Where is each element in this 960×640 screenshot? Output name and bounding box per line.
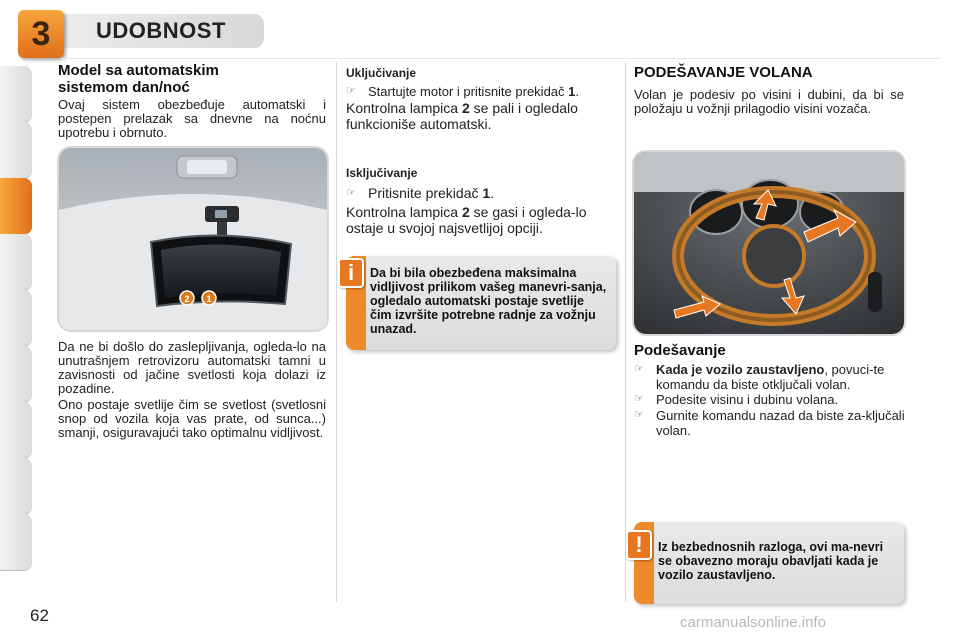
chapter-tab-8[interactable] (0, 458, 32, 515)
switch-on-lamp-text: Kontrolna lampica 2 se pali i ogledalo funkcioniše automatski. (346, 100, 578, 132)
watermark: carmanualsonline.info (680, 614, 826, 631)
chapter-tab-1[interactable] (0, 66, 32, 123)
chapter-tab-6[interactable] (0, 346, 32, 403)
mirror-label-1: 1 (206, 294, 212, 304)
chapter-tab-3-active[interactable] (0, 178, 32, 235)
steering-wheel-photo (632, 150, 906, 336)
warning-icon: ! (626, 530, 652, 560)
switch-off-lamp-text: Kontrolna lampica 2 se gasi i ogleda-lo ostaje u svojoj najsvetlijoj opciji. (346, 204, 587, 236)
switch-on-step (346, 84, 616, 99)
switch-off-step-text: Pritisnite prekidač 1. (368, 185, 495, 201)
adjust-step-2-text: Podesite visinu i dubinu volana. (656, 392, 839, 407)
chapter-tab-4[interactable] (0, 234, 32, 291)
adjustment-subheading: Podešavanje (634, 342, 726, 359)
pointer-icon: ☞ (346, 187, 356, 199)
pointer-icon: ☞ (634, 409, 644, 421)
adjust-step-2 (634, 392, 906, 407)
warning-callout-text: Iz bezbednosnih razloga, ovi ma-nevri se obavezno moraju obavljati kada je vozilo zaustavljeno. (658, 540, 884, 582)
intro-text-auto-mirror: Ovaj sistem obezbeđuje automatski i postepen prelazak sa dnevne na noćnu upotrebu i obrnuto. (58, 97, 326, 140)
header-divider (60, 58, 940, 59)
section-heading-auto-mirror: Model sa automatskim sistemom dan/noć (58, 62, 219, 96)
chapter-tab-5[interactable] (0, 290, 32, 347)
switch-off-heading: Isključivanje (346, 166, 418, 180)
pointer-icon: ☞ (346, 85, 356, 97)
pointer-icon: ☞ (634, 363, 644, 375)
column-divider-1 (336, 62, 337, 602)
column-divider-2 (625, 62, 626, 602)
adjust-step-3-text: Gurnite komandu nazad da biste za-ključali volan. (656, 408, 905, 438)
steering-intro-text: Volan je podesiv po visini i dubini, da bi se položaju u vožnji prilagodio visini vozača. (634, 87, 904, 116)
switch-on-step-text: Startujte motor i pritisnite prekidač 1. (368, 84, 580, 99)
rearview-mirror-photo (57, 146, 329, 332)
mirror-description-para-1: Da ne bi došlo do zaslepljivanja, ogleda-lo na unutrašnjem retrovizoru automatski tamni u zavisnosti od jačine svetlosti koja dolazi iz pozadine. (58, 339, 326, 396)
info-icon: i (338, 258, 364, 288)
warning-callout (634, 522, 904, 604)
switch-off-step (346, 186, 616, 201)
chapter-tab-7[interactable] (0, 402, 32, 459)
mirror-label-2: 2 (184, 294, 190, 304)
pointer-icon: ☞ (634, 393, 644, 405)
info-callout-text: Da bi bila obezbeđena maksimalna vidljivost prilikom vašeg manevri-sanja, ogledalo automatski postaje svetlije čim izvršite potrebne radnje za vožnju unazad. (370, 266, 607, 336)
mirror-description-para-2: Ono postaje svetlije čim se svetlost (svetlosni snop od vozila koja vas prate, od sunca...) smanji, osiguravajući tako optimalnu vidljivost. (58, 397, 326, 440)
page-header (0, 0, 960, 62)
adjust-step-3 (634, 408, 906, 438)
steering-wheel-illustration (634, 152, 904, 334)
chapter-number-badge: 3 (18, 10, 64, 58)
info-callout (346, 256, 616, 350)
adjust-step-1-text: Kada je vozilo zaustavljeno, povuci-te komandu da biste otključali volan. (656, 362, 885, 392)
adjust-step-1 (634, 362, 906, 392)
chapter-tab-9[interactable] (0, 514, 32, 571)
page-number: 62 (30, 606, 49, 625)
steering-section-heading: PODEŠAVANJE VOLANA (634, 64, 813, 81)
rearview-mirror-illustration (59, 148, 327, 330)
chapter-title: UDOBNOST (96, 18, 226, 43)
chapter-tab-2[interactable] (0, 122, 32, 179)
chapter-tabs (0, 66, 32, 576)
switch-on-heading: Uključivanje (346, 66, 417, 80)
